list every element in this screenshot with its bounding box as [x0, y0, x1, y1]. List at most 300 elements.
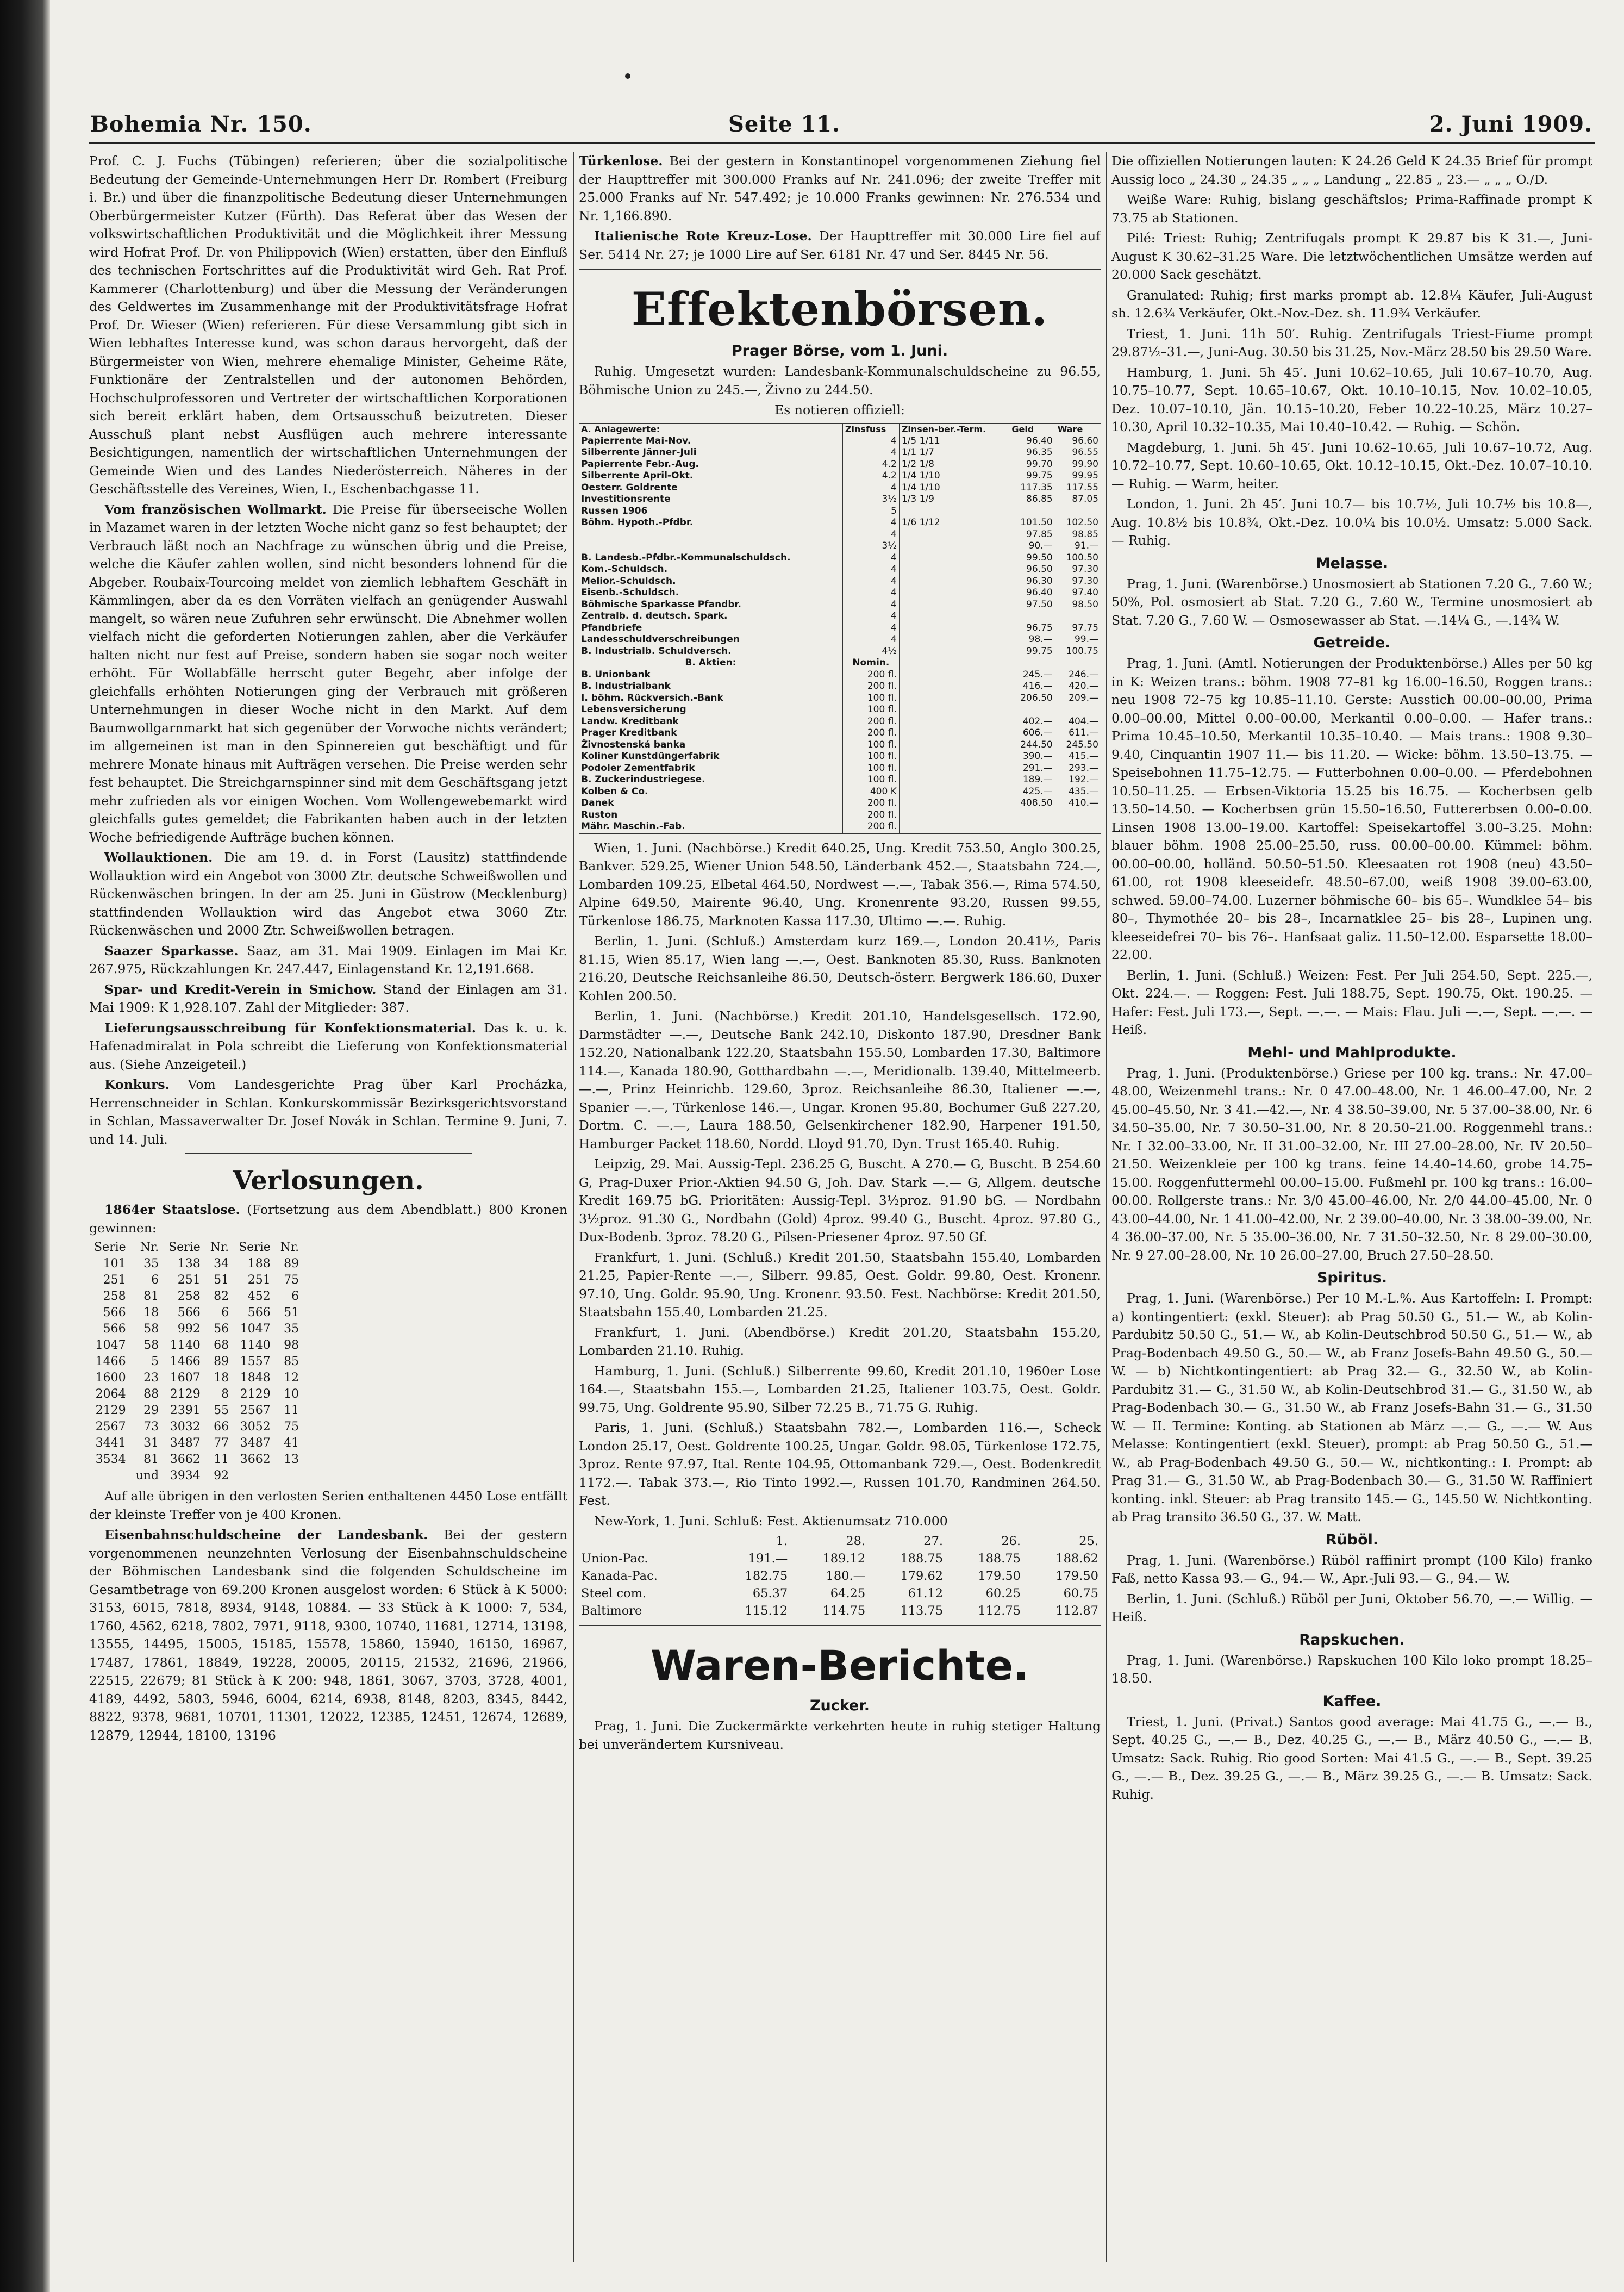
security-name: Russen 1906 — [581, 505, 648, 516]
column-3 — [1111, 152, 1592, 2272]
security-geld: 96.40 — [1009, 587, 1055, 599]
security-term — [899, 552, 1009, 564]
aktie-nominal: 200 fl. — [842, 809, 899, 821]
security-ware: 98.85 — [1055, 529, 1101, 541]
aktie-ware: 245.50 — [1055, 739, 1101, 751]
saaz-text: Saaz, am 31. Mai 1909. Einlagen im Mai Kr. 267.975, Rückzahlungen Kr. 247.447, Einlagenstand Kr. 12,191.668. — [89, 943, 567, 976]
security-geld: 99.75 — [1009, 646, 1055, 658]
securities-header-cell: Geld — [1009, 423, 1055, 435]
newyork-stock-name: Steel com. — [581, 1586, 647, 1600]
aktien-row — [579, 716, 1101, 728]
hamburg-report: Hamburg, 1. Juni. (Schluß.) Silberrente 99.60, Kredit 201.10, 1960er Lose 164.—, Staatsbahn 155.—, Lombarden 21.25, Italiener 103.75, Oest. Goldr. 99.75, Ung. Goldrente 95.90, Silber 72.25 B., 71.75 G. Ruhig. — [579, 1363, 1101, 1415]
security-term — [899, 587, 1009, 599]
aktie-name: Podoler Zementfabrik — [581, 762, 695, 774]
security-ware: 97.30 — [1055, 564, 1101, 576]
lots-cell: 58 — [143, 1338, 159, 1352]
security-rate: 4 — [842, 529, 899, 541]
aktien-row — [579, 809, 1101, 821]
lots-row — [89, 1435, 304, 1452]
newyork-price: 179.62 — [900, 1569, 944, 1583]
spar-text: Stand der Einlagen am 31. Mai 1909: K 1,928.107. Zahl der Mitglieder: 387. — [89, 981, 567, 1015]
securities-row — [579, 599, 1101, 611]
aktie-name: I. böhm. Rückversich.-Bank — [581, 692, 723, 703]
wollmarkt-paragraph — [89, 501, 567, 847]
aktie-nominal: 100 fl. — [842, 751, 899, 763]
lots-cell: 566 — [103, 1322, 126, 1336]
lots-cell: 98 — [284, 1338, 299, 1352]
aktie-geld: 244.50 — [1009, 739, 1055, 751]
aktie-name: B. Unionbank — [581, 669, 651, 680]
security-geld: 96.35 — [1009, 447, 1055, 459]
lots-row — [89, 1403, 304, 1419]
lieferung-title: Lieferungsausschreibung für Konfektionsmaterial. — [104, 1020, 476, 1036]
aktien-header-nominal: Nomin. — [842, 657, 899, 669]
security-term — [899, 529, 1009, 541]
security-term — [899, 622, 1009, 634]
security-geld: 99.75 — [1009, 470, 1055, 482]
security-rate: 4 — [842, 517, 899, 529]
lots-cell: 66 — [214, 1420, 229, 1434]
newyork-header-cell: 1. — [776, 1534, 788, 1548]
aktie-geld — [1009, 821, 1055, 833]
italien-text: Der Haupttreffer mit 30.000 Lire fiel auf Ser. 5414 Nr. 27; je 1000 Lire auf Ser. 6181 Nr. 47 und Ser. 8445 Nr. 56. — [579, 228, 1101, 262]
security-term — [899, 540, 1009, 552]
security-term — [899, 564, 1009, 576]
security-rate: 4 — [842, 599, 899, 611]
wollauktion-text: Die am 19. d. in Forst (Lausitz) stattfindende Wollauktion wird ein Angebot von 3000 Ztr. deutsche Schweißwollen und Rückenwäschen bringen. In der am 25. Juni in Güstrow (Mecklenburg) stattfindenden Wollauktion wird das Angebot etwa 3060 Ztr. Rückenwäschen und 2000 Ztr. Schweißwollen betragen. — [89, 850, 567, 938]
aktien-row — [579, 763, 1101, 775]
lots-cell: 68 — [214, 1338, 229, 1352]
tuerkenlose-paragraph — [579, 152, 1101, 225]
leipzig-report: Leipzig, 29. Mai. Aussig-Tepl. 236.25 G, Buscht. A 270.— G, Buscht. B 254.60 G, Prag-Duxer Prior.-Aktien 94.50 G, Joh. Dav. Stark —.— G, Allgem. deutsche Kredit 169.75 bG. Prioritäten: Aussig-Tepl. 3½proz. 91.90 bG. — Nordbahn 3½proz. 91.30 G., Nordbahn (Gold) 4proz. 99.40 G., Buscht. 4proz. 97.80 G., Dux-Bodenb. 3proz. 78.20 G., Pilsen-Priesener 4proz. 97.50 Gf. — [579, 1156, 1101, 1244]
konkurs-paragraph — [89, 1076, 567, 1149]
security-ware — [1055, 506, 1101, 518]
italien-paragraph — [579, 227, 1101, 264]
lots-cell: 251 — [247, 1273, 271, 1287]
lots-cell: 992 — [177, 1322, 201, 1336]
lots-cell: 88 — [143, 1387, 159, 1401]
header-date: 2. Juni 1909. — [1429, 111, 1592, 137]
aktie-name: Živnostenská banka — [581, 739, 686, 750]
aktie-ware: 404.— — [1055, 716, 1101, 728]
aktien-row — [579, 751, 1101, 763]
security-ware: 100.50 — [1055, 552, 1101, 564]
aktie-name: Kolben & Co. — [581, 786, 648, 797]
newyork-stock-name: Kanada-Pac. — [581, 1569, 658, 1583]
column-2 — [579, 152, 1101, 2272]
newyork-price: 189.12 — [822, 1552, 866, 1566]
security-ware: 97.40 — [1055, 587, 1101, 599]
lots-header-cell: Serie — [168, 1241, 201, 1254]
zucker-intro: Prag, 1. Juni. Die Zuckermärkte verkehrten heute in ruhig stetiger Haltung bei unverändertem Kursniveau. — [579, 1718, 1101, 1752]
newyork-price: 179.50 — [1055, 1569, 1098, 1583]
lots-cell: 10 — [284, 1387, 299, 1401]
aktie-geld: 291.— — [1009, 763, 1055, 775]
security-term: 1/5 1/11 — [899, 435, 1009, 447]
security-geld: 99.50 — [1009, 552, 1055, 564]
newyork-price: 188.62 — [1055, 1552, 1098, 1566]
lots-cell: 6 — [221, 1306, 229, 1319]
aktie-geld: 206.50 — [1009, 693, 1055, 705]
lots-cell: 23 — [143, 1371, 159, 1385]
lots-cell: 2391 — [170, 1404, 201, 1417]
lots-cell: 1466 — [170, 1355, 201, 1368]
wien-report: Wien, 1. Juni. (Nachbörse.) Kredit 640.25, Ung. Kredit 753.50, Anglo 300.25, Bankver. 529.25, Wiener Union 548.50, Länderbank 452.—, Staatsbahn 724.—, Lombarden 109.25, Elbetal 464.50, Nordwest —.—, Tabak 356.—, Rima 574.50, Alpine 649.50, Mairente 96.40, Ung. Kronenrente 93.20, Russen 99.55, Türkenlose 186.75, Marknoten Kassa 117.30, Ultimo —.—. Ruhig. — [579, 840, 1101, 929]
aktie-term — [899, 763, 1009, 775]
column-rule-1 — [573, 152, 574, 2262]
london-zucker: London, 1. Juni. 2h 45′. Juni 10.7— bis 10.7½, Juli 10.7½ bis 10.8—, Aug. 10.8½ bis 10.8¾, Okt.-Dez. 10.0¼ bis 10.0½. Umsatz: 5.000 Sack. — Ruhig. — [1111, 496, 1592, 548]
security-rate: 4 — [842, 611, 899, 622]
security-geld: 101.50 — [1009, 517, 1055, 529]
aktie-name: Landw. Kreditbank — [581, 715, 679, 727]
aktie-ware: 246.— — [1055, 669, 1101, 681]
lots-cell: 18 — [143, 1306, 159, 1319]
lots-header-cell: Nr. — [210, 1241, 229, 1254]
lots-cell: 5 — [151, 1355, 159, 1368]
berlin-schluss-report: Berlin, 1. Juni. (Schluß.) Amsterdam kurz 169.—, London 20.41½, Paris 81.15, Wien 85.17, Wien lang —.—, Oest. Banknoten 85.30, Russ. Banknoten 216.20, Deutsche Reichsanleihe 86.50, Deutsch-österr. Bergwerk 186.60, Duxer Kohlen 200.50. — [579, 933, 1101, 1004]
security-name — [579, 540, 842, 552]
melasse-heading: Melasse. — [1315, 555, 1389, 572]
aktie-name: Ruston — [581, 809, 618, 820]
securities-header-row — [579, 423, 1101, 435]
security-rate: 4 — [842, 552, 899, 564]
lots-cell: 2129 — [170, 1387, 201, 1401]
aktie-nominal: 100 fl. — [842, 693, 899, 705]
security-ware: 96.55 — [1055, 447, 1101, 459]
securities-row — [579, 506, 1101, 518]
lots-cell: 85 — [284, 1355, 299, 1368]
security-name: Silberrente April-Okt. — [581, 470, 694, 481]
lots-row — [89, 1452, 304, 1468]
lots-header-cell: Serie — [94, 1241, 126, 1254]
security-name: Böhm. Hypoth.-Pfdbr. — [581, 517, 694, 528]
wollmarkt-title: Vom französischen Wollmarkt. — [104, 501, 327, 517]
aktie-geld: 245.— — [1009, 669, 1055, 681]
security-geld: 96.75 — [1009, 622, 1055, 634]
aktien-header-label: B. Aktien: — [685, 657, 736, 668]
lots-cell: 92 — [214, 1469, 229, 1483]
lots-cell: 2129 — [240, 1387, 271, 1401]
lots-row — [89, 1272, 304, 1288]
security-term: 1/6 1/12 — [899, 517, 1009, 529]
aktie-term — [899, 809, 1009, 821]
security-term: 1/2 1/8 — [899, 459, 1009, 471]
aktie-term — [899, 798, 1009, 809]
newyork-header-cell: 28. — [846, 1534, 866, 1548]
securities-row — [579, 529, 1101, 541]
securities-row — [579, 564, 1101, 576]
newyork-row — [579, 1585, 1101, 1602]
lots-cell: 75 — [284, 1273, 299, 1287]
spiritus-heading: Spiritus. — [1316, 1269, 1388, 1286]
security-rate: 4½ — [842, 646, 899, 658]
newyork-price: 114.75 — [822, 1604, 866, 1618]
lots-cell: 1600 — [95, 1371, 126, 1385]
security-name: Investitionsrente — [581, 494, 671, 505]
securities-row — [579, 552, 1101, 564]
security-ware: 99.95 — [1055, 470, 1101, 482]
congress-article: Prof. C. J. Fuchs (Tübingen) referieren; über die sozialpolitische Bedeutung der Gemeinde-Unternehmungen Herr Dr. Rombert (Freiburg i. Br.) und über die finanzpolitische Bedeutung dieser Unternehmungen Oberbürgermeister Kutzer (Fürth). Das Referat über das Wesen der volkswirtschaftlichen Produktivität und die Möglichkeit ihrer Messung wird Hofrat Prof. Dr. von Philippovich (Wien) erstatten, über den Einfluß des technischen Fortschrittes auf die Produktivität wird Geh. Rat Prof. Kammerer (Charlottenburg) und über die Messung der Veränderungen des Geldwertes im Zusammenhange mit der Produktivitätsfrage Hofrat Prof. Dr. Wieser (Wien) referieren. Für diese Versammlung gibt sich in Wien lebhaftes Interesse kund, was schon daraus hervorgeht, daß der Bürgermeister von Wien, mehrere ehemalige Minister, Geheime Räte, Funktionäre der Zentralstellen und der autonomen Behörden, Hochschulprofessoren und Vertreter der wirtschaftlichen Korporationen sich bereit erklärt haben, dem Ortsausschuß beizutreten. Dieser Ausschuß plant nebst Ausflügen auch mehrere interessante Besichtigungen, namentlich der wirtschaftlichen Unternehmungen der Gemeinde Wien und des Landes Niederösterreich. Näheres in der Geschäftsstelle des Vereines, Wien, I., Eschenbachgasse 11. — [89, 153, 567, 496]
getreide-text: Prag, 1. Juni. (Amtl. Notierungen der Produktenbörse.) Alles per 50 kg in K: Weizen trans.: böhm. 1908 77–81 kg 16.00–16.50, Roggen trans.: neu 1908 72–75 kg 10.85–11.10. Gerste: Ausstich 00.00–00.00, Prima 0.00–00.00, Mittel 0.00–00.00, Merkantil 0.00–0.00. — Hafer trans.: Prima 10.45–10.50, Merkantil 10.35–10.40. — Mais trans.: 1908 9.30–9.40, Cinquantin 1907 11.— bis 11.20. — Wicke: böhm. 13.50–13.75. — Speisebohnen 11.75–12.75. — Futterbohnen 0.00–0.00. — Pferdebohnen 10.50–11.25. — Erbsen-Viktoria 15.25 bis 16.75. — Kocherbsen gelb 13.50–14.50. — Kocherbsen grün 15.50–16.50, Futtererbsen 0.00–0.00. Linsen 1908 13.00–19.00. Kartoffel: Speisekartoffel 3.00–3.25. Mohn: blauer böhm. 1908 25.00–25.50, russ. 00.00–00.00. Kümmel: böhm. 00.00–00.00, holländ. 50.50–51.50. Kleesaaten rot 1908 (neu) 43.50–61.00, rot 1908 kleeseidefr. 48.50–67.00, weiß 1908 39.00–63.00, schwed. 59.00–74.00. Luzerner böhmische 60– bis 65–. Wundklee 54– bis 80–, Thymothée 20– bis 28–, Incarnatklee 25– bis 28–, Lupinen ung. kleeseidefrei 70– bis 76–. Hanfsaat galiz. 11.50–12.00. Esparsette 18.00–22.00. — [1111, 656, 1592, 962]
staatslose-paragraph — [89, 1201, 567, 1237]
securities-row — [579, 482, 1101, 494]
security-geld: 96.50 — [1009, 564, 1055, 576]
security-term: 1/4 1/10 — [899, 470, 1009, 482]
lots-cell: 1047 — [240, 1322, 271, 1336]
aktien-row — [579, 786, 1101, 798]
aktie-term — [899, 716, 1009, 728]
lots-cell: 188 — [247, 1257, 271, 1270]
securities-row — [579, 447, 1101, 459]
aktien-header-row — [579, 657, 1101, 669]
newyork-price: 179.50 — [978, 1569, 1021, 1583]
rapskuchen-text: Prag, 1. Juni. (Warenbörse.) Rapskuchen 100 Kilo loko prompt 18.25–18.50. — [1111, 1652, 1592, 1686]
lots-row — [89, 1337, 304, 1354]
aktie-ware — [1055, 809, 1101, 821]
offiziell-label: Es notieren offiziell: — [774, 402, 905, 418]
aktien-row — [579, 739, 1101, 751]
lots-cell: 55 — [214, 1404, 229, 1417]
securities-row — [579, 587, 1101, 599]
lots-cell: 41 — [284, 1436, 299, 1450]
newyork-price: 180.— — [826, 1569, 866, 1583]
security-rate: 4 — [842, 587, 899, 599]
newyork-stock-name: Baltimore — [581, 1604, 642, 1618]
security-name: Pfandbriefe — [581, 622, 642, 633]
security-geld: 90.— — [1009, 540, 1055, 552]
prager-boerse-heading: Prager Börse, vom 1. Juni. — [731, 342, 948, 359]
securities-row — [579, 540, 1101, 552]
saaz-paragraph — [89, 942, 567, 979]
section-divider — [579, 1625, 1101, 1626]
eisenbahn-text: Bei der gestern vorgenommenen neunzehnten Verlosung der Eisenbahnschuldscheine der Böhmischen Landesbank sind die folgenden Schuldscheine im Gesamtbetrage von 69.200 Kronen ausgelost worden: 6 Stück à K 5000: 3153, 6015, 7818, 8934, 9148, 10884. — 33 Stück à K 1000: 7, 534, 1760, 4562, 6218, 7802, 7971, 9118, 9300, 10740, 11681, 12714, 13198, 13555, 14495, 15005, 15185, 15578, 15860, 15940, 16150, 16967, 17487, 17861, 18849, 19228, 20005, 20115, 21532, 21696, 21966, 22515, 22679; 81 Stück à K 200: 948, 1861, 3067, 3703, 3728, 4001, 4189, 4492, 5803, 5946, 6004, 6214, 6938, 8148, 8203, 8345, 8442, 8822, 9378, 9681, 10701, 11301, 12022, 12385, 12451, 12674, 12689, 12879, 12944, 18100, 13196 — [89, 1527, 567, 1743]
security-geld — [1009, 611, 1055, 622]
aktie-geld: 416.— — [1009, 681, 1055, 693]
header-page-number: Seite 11. — [728, 111, 840, 137]
effektenboersen-heading: Effektenbörsen. — [631, 282, 1048, 336]
konkurs-title: Konkurs. — [104, 1077, 170, 1092]
aktie-ware: 415.— — [1055, 751, 1101, 763]
securities-table — [579, 423, 1101, 834]
lots-row — [89, 1468, 304, 1484]
lots-cell: 51 — [214, 1273, 229, 1287]
lots-cell: 35 — [284, 1322, 299, 1336]
securities-row — [579, 435, 1101, 447]
lieferung-text: Das k. u. k. Hafenadmiralat in Pola schreibt die Lieferung von Konfektionsmaterial aus. (Siehe Anzeigeteil.) — [89, 1020, 567, 1072]
aktie-nominal: 100 fl. — [842, 763, 899, 775]
aktien-header-blank — [1055, 657, 1101, 669]
aktie-nominal: 100 fl. — [842, 774, 899, 786]
spar-title: Spar- und Kredit-Verein in Smichow. — [104, 981, 377, 997]
security-name: B. Landesb.-Pfdbr.-Kommunalschuldsch. — [581, 552, 791, 563]
lots-cell: 29 — [143, 1404, 159, 1417]
security-geld: 96.30 — [1009, 576, 1055, 588]
staatslose-title: 1864er Staatslose. — [104, 1202, 240, 1217]
lots-cell — [234, 1468, 276, 1484]
lots-cell: 251 — [177, 1273, 201, 1287]
security-ware: 98.50 — [1055, 599, 1101, 611]
lots-cell: 101 — [103, 1257, 126, 1270]
lots-cell: 3662 — [170, 1453, 201, 1466]
security-rate: 4 — [842, 435, 899, 447]
security-ware: 97.30 — [1055, 576, 1101, 588]
aktien-row — [579, 669, 1101, 681]
security-ware: 97.75 — [1055, 622, 1101, 634]
newyork-header-blank — [579, 1533, 712, 1550]
lots-cell: 58 — [143, 1322, 159, 1336]
securities-row — [579, 576, 1101, 588]
security-rate: 4 — [842, 447, 899, 459]
aktien-row — [579, 821, 1101, 833]
securities-header-cell: Ware — [1055, 423, 1101, 435]
securities-row — [579, 459, 1101, 471]
hamburg-zucker: Hamburg, 1. Juni. 5h 45′. Juni 10.62–10.65, Juli 10.67–10.70, Aug. 10.75–10.77, Sept. 10.65–10.67, Okt. 10.10–10.15, Nov. 10.02–10.05, Dez. 10.07–10.10, Jän. 10.15–10.20, Feber 10.22–10.25, März 10.27–10.30, April 10.32–10.35, Mai 10.40–10.42. — Ruhig. — Schön. — [1111, 364, 1592, 434]
column-1 — [89, 152, 567, 2272]
aktie-nominal: 100 fl. — [842, 704, 899, 716]
rueboel-berlin: Berlin, 1. Juni. (Schluß.) Rüböl per Juni, Oktober 56.70, —.— Willig. — Heiß. — [1111, 1591, 1592, 1624]
aktie-nominal: 200 fl. — [842, 727, 899, 739]
newyork-table — [579, 1533, 1101, 1620]
lots-row — [89, 1419, 304, 1435]
securities-row — [579, 517, 1101, 529]
lots-row — [89, 1256, 304, 1272]
security-term — [899, 634, 1009, 646]
security-geld: 96.40 — [1009, 435, 1055, 447]
security-name: Silberrente Jänner-Juli — [581, 447, 697, 458]
lots-cell: 6 — [291, 1290, 299, 1303]
aktie-geld: 402.— — [1009, 716, 1055, 728]
lots-cell: und — [135, 1469, 159, 1483]
aktie-geld — [1009, 809, 1055, 821]
security-ware — [1055, 611, 1101, 622]
aktie-name: Danek — [581, 798, 614, 808]
header-rule — [89, 142, 1595, 144]
security-term — [899, 646, 1009, 658]
securities-row — [579, 622, 1101, 634]
triest-zucker: Triest, 1. Juni. 11h 50′. Ruhig. Zentrifugals Triest-Fiume prompt 29.87½–31.—, Juni-Aug. 30.50 bis 31.25, Nov.-März 28.50 bis 29.50 Ware. — [1111, 326, 1592, 359]
lots-row — [89, 1321, 304, 1337]
securities-row — [579, 611, 1101, 622]
lots-cell: 3052 — [240, 1420, 271, 1434]
securities-row — [579, 494, 1101, 506]
security-name: Böhmische Sparkasse Pfandbr. — [581, 599, 741, 610]
spar-paragraph — [89, 981, 567, 1017]
lots-cell: 89 — [214, 1355, 229, 1368]
wollauktion-paragraph — [89, 849, 567, 940]
lots-row — [89, 1288, 304, 1305]
saaz-title: Saazer Sparkasse. — [104, 943, 239, 958]
security-rate: 3½ — [842, 494, 899, 506]
newyork-header-row — [579, 1533, 1101, 1550]
newyork-price: 64.25 — [830, 1586, 866, 1600]
security-term — [899, 611, 1009, 622]
kaffee-text: Triest, 1. Juni. (Privat.) Santos good average: Mai 41.75 G., —.— B., Sept. 40.25 G., —.— B., Dez. 40.25 G., —.— B., März 40.50 G., —.— B. Umsatz: Sack. Ruhig. Rio good Sorten: Mai 41.5 G., —.— B., Sept. 39.25 G., —.— B., Dez. 39.25 G., —.— B., März 39.25 G., —.— B. Umsatz: Sack. Ruhig. — [1111, 1714, 1592, 1802]
aktie-term — [899, 739, 1009, 751]
lots-row — [89, 1354, 304, 1370]
berlin-nachboerse-report: Berlin, 1. Juni. (Nachbörse.) Kredit 201.10, Handelsgesellsch. 172.90, Darmstädter —.—, Deutsche Bank 242.10, Diskonto 187.90, Dresdner Bank 152.20, Nationalbank 122.20, Staatsbahn 155.50, Lombarden 17.30, Baltimore 114.—, Kanada 180.90, Gotthardbahn —.—, Meridionalb. 139.40, Mittelmeerb. —.—, Prinz Heinrichb. 129.60, 3proz. Reichsanleihe 86.30, Italiener —.—, Spanier —.—, Türkenlose 146.—, Ungar. Kronen 95.80, Bochumer Guß 227.20, Dortm. C. —.—, Laura 188.50, Gelsenkirchener 182.90, Harpener 191.50, Hamburger Packet 118.60, Nordd. Lloyd 91.70, Dyn. Trust 165.40. Ruhig. — [579, 1008, 1101, 1151]
newyork-price: 65.37 — [752, 1586, 788, 1600]
weisse-ware: Weiße Ware: Ruhig, bislang geschäftslos; Prima-Raffinade prompt K 73.75 ab Stationen. — [1111, 192, 1592, 226]
securities-header-cell: A. Anlagewerte: — [579, 423, 842, 435]
magdeburg-zucker: Magdeburg, 1. Juni. 5h 45′. Juni 10.62–10.65, Juli 10.67–10.72, Aug. 10.72–10.77, Sept. 10.60–10.65, Okt. 10.12–10.15, Okt.-Dez. 10.07–10.10. — Ruhig. — Warm, heiter. — [1111, 439, 1592, 491]
lots-header-cell: Nr. — [280, 1241, 299, 1254]
newyork-header-cell: 26. — [1001, 1534, 1021, 1548]
security-rate: 3½ — [842, 540, 899, 552]
aktien-row — [579, 774, 1101, 786]
security-ware: 87.05 — [1055, 494, 1101, 506]
lots-cell: 3487 — [240, 1436, 271, 1450]
newspaper-page — [82, 0, 1598, 2292]
lots-cell: 8 — [221, 1387, 229, 1401]
aktie-ware: 209.— — [1055, 693, 1101, 705]
lieferung-paragraph — [89, 1019, 567, 1074]
newyork-price: 188.75 — [978, 1552, 1021, 1566]
security-ware: 117.55 — [1055, 482, 1101, 494]
aktie-nominal: 100 fl. — [842, 739, 899, 751]
aktien-row — [579, 704, 1101, 716]
lots-cell: 77 — [214, 1436, 229, 1450]
newyork-price: 61.12 — [908, 1586, 944, 1600]
pile-report: Pilé: Triest: Ruhig; Zentrifugals prompt K 29.87 bis K 31.—, Juni-August K 30.62–31.25 Ware. Die letztwöchentlichen Umsätze werden auf 20.000 Sack geschätzt. — [1111, 231, 1592, 282]
newyork-price: 188.75 — [900, 1552, 944, 1566]
lots-cell: 2064 — [95, 1387, 126, 1401]
aktie-nominal: 400 K — [842, 786, 899, 798]
securities-header-cell: Zinsfuss — [842, 423, 899, 435]
lots-cell: 1140 — [170, 1338, 201, 1352]
lots-cell: 3441 — [95, 1436, 126, 1450]
security-ware: 91.— — [1055, 540, 1101, 552]
aktie-geld: 425.— — [1009, 786, 1055, 798]
lots-cell — [276, 1468, 304, 1484]
verlosungen-heading: Verlosungen. — [233, 1166, 424, 1196]
aktien-row — [579, 798, 1101, 809]
mehl-text: Prag, 1. Juni. (Produktenbörse.) Griese per 100 kg. trans.: Nr. 47.00–48.00, Weizenmehl trans.: Nr. 0 47.00–48.00, Nr. 1 46.00–47.00, Nr. 2 45.00–45.50, Nr. 3 41.—42.—, Nr. 4 38.50–39.00, Nr. 5 37.00–38.00, Nr. 6 34.50–35.00, Nr. 7 30.50–31.00, Nr. 8 20.50–21.00. Roggenmehl trans.: Nr. I 32.00–33.00, Nr. II 31.00–32.00, Nr. III 27.00–28.00, Nr. IV 20.50–21.50. Weizenkleie per 100 kg trans. feine 14.40–14.60, grobe 14.75–15.00. Roggenfuttermehl 00.00–15.00. Fußmehl pr. 100 kg trans.: 16.00–00.00. Rollgerste trans.: Nr. 3/0 45.00–46.00, Nr. 2/0 44.00–45.00, Nr. 0 43.00–44.00, Nr. 1 41.00–42.00, Nr. 2 39.00–40.00, Nr. 3 38.00–39.00, Nr. 4 36.00–37.00, Nr. 5 35.00–36.00, Nr. 7 31.50–32.50, Nr. 8 29.00–30.00, Nr. 9 27.00–28.00, Nr. 10 26.00–27.00, Bruch 27.50–28.50. — [1111, 1065, 1592, 1263]
security-rate: 4.2 — [842, 459, 899, 471]
securities-row — [579, 470, 1101, 482]
aktie-term — [899, 669, 1009, 681]
securities-header-cell: Zinsen-ber.-Term. — [899, 423, 1009, 435]
aktie-term — [899, 727, 1009, 739]
aktie-nominal: 200 fl. — [842, 681, 899, 693]
book-binding-edge — [0, 0, 50, 2292]
security-term: 1/1 1/7 — [899, 447, 1009, 459]
konkurs-text: Vom Landesgerichte Prag über Karl Procházka, Herrenschneider in Schlan. Konkurskommissär Bezirksgerichtsvorstand in Schlan, Massaverwalter Dr. Josef Novák in Schlan. Termine 9. Juni, 7. und 14. Juli. — [89, 1077, 567, 1147]
newyork-price: 182.75 — [745, 1569, 788, 1583]
lots-cell: 138 — [177, 1257, 201, 1270]
newyork-price: 115.12 — [745, 1604, 788, 1618]
lots-header-cell: Nr. — [140, 1241, 159, 1254]
lots-cell: 81 — [143, 1290, 159, 1303]
security-ware: 96.60 — [1055, 435, 1101, 447]
aktien-header-blank — [899, 657, 1009, 669]
running-header — [82, 111, 1598, 144]
lots-note: Auf alle übrigen in den verlosten Serien enthaltenen 4450 Lose entfällt der kleinste Treffer von je 400 Kronen. — [89, 1488, 567, 1522]
aktie-name: Mähr. Maschin.-Fab. — [581, 821, 685, 832]
wollauktion-title: Wollauktionen. — [104, 850, 213, 865]
security-ware: 99.— — [1055, 634, 1101, 646]
newyork-row — [579, 1567, 1101, 1585]
security-name: Melior.-Schuldsch. — [581, 575, 676, 587]
lots-row — [89, 1386, 304, 1403]
security-rate: 4 — [842, 634, 899, 646]
aktie-name: Lebensversicherung — [581, 704, 686, 715]
lots-row — [89, 1370, 304, 1386]
lots-cell: 1140 — [240, 1338, 271, 1352]
security-term: 1/3 1/9 — [899, 494, 1009, 506]
newyork-heading: New-York, 1. Juni. Schluß: Fest. Aktienumsatz 710.000 — [594, 1513, 948, 1529]
aktie-ware — [1055, 704, 1101, 716]
melasse-text: Prag, 1. Juni. (Warenbörse.) Unosmosiert ab Stationen 7.20 G., 7.60 W.; 50%, Pol. osmosiert ab Stat. 7.20 G., 7.60 W., Termine unosmosiert ab Stat. 7.20 G., 7.60 W. — Osmosewasser ab Stat. —.14¼ G., —.14¾ W. — [1111, 576, 1592, 628]
